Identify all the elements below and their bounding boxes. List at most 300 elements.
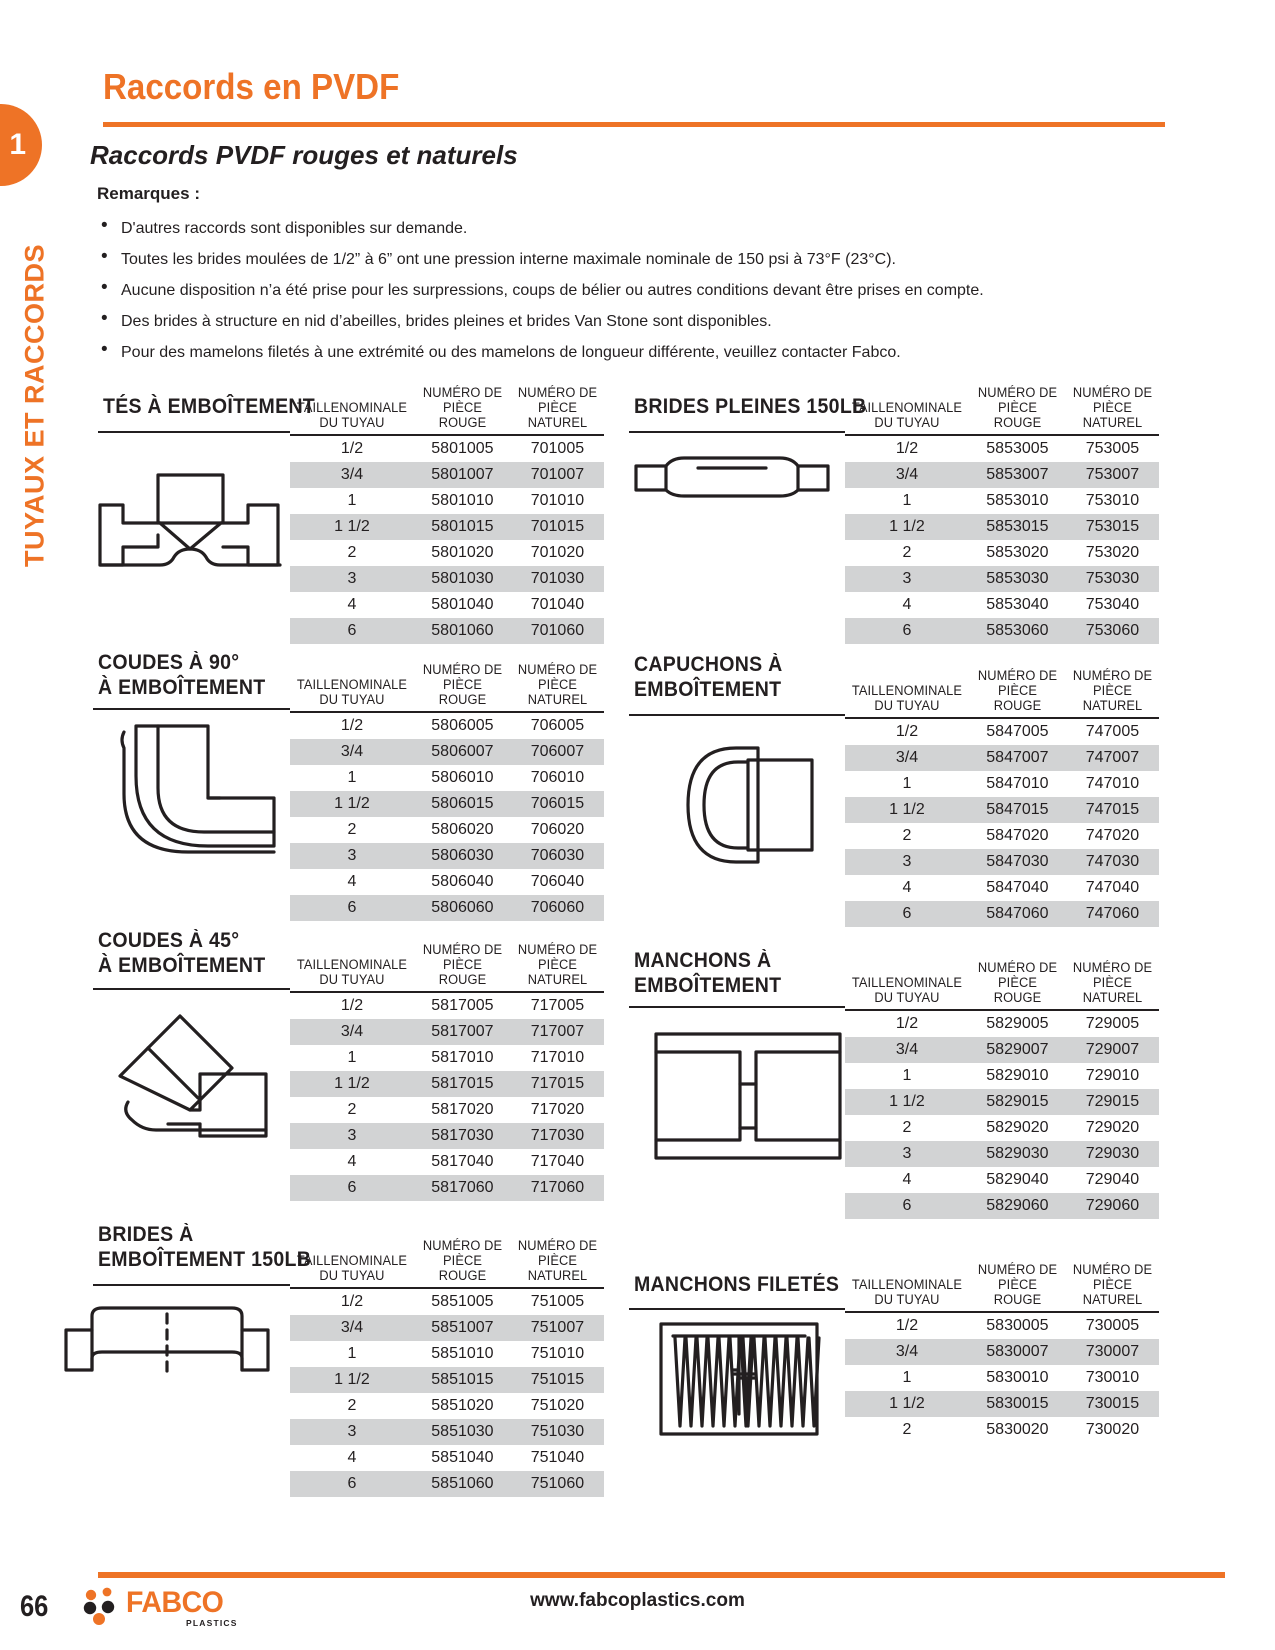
- parts-table-brides-emboitement-150lb: [290, 1238, 604, 1497]
- column-header-size-line2: DU TUYAU: [319, 1268, 385, 1283]
- column-header-red: [971, 668, 1063, 718]
- column-header-red-line2: PIÈCE ROUGE: [438, 1253, 487, 1283]
- cell-nat: 706020: [530, 821, 585, 838]
- column-header-nat: [513, 1238, 601, 1288]
- cell-nat: 717005: [530, 997, 585, 1014]
- table-row: [290, 1288, 604, 1315]
- remark-item: • Pour des mamelons filetés à une extrémité ou des mamelons de longueur différente, veuillez contacter Fabco.: [97, 337, 1157, 368]
- table-row: [290, 1419, 604, 1445]
- cell-size: 1: [347, 1049, 357, 1066]
- cell-size: 3: [290, 843, 414, 869]
- section-vertical-label: TUYAUX ET RACCORDS: [19, 243, 50, 568]
- table-header-row: [845, 1262, 1159, 1312]
- cell-red: 5801015: [414, 514, 511, 540]
- column-header-nat-line2: PIÈCE NATUREL: [527, 1253, 588, 1283]
- column-header-nat-line1: NUMÉRO DE: [1072, 960, 1153, 975]
- cell-red: 5817015: [414, 1071, 511, 1097]
- table-row: [290, 712, 604, 739]
- column-header-nat-line1: NUMÉRO DE: [1072, 1262, 1153, 1277]
- cell-nat: 753040: [1085, 596, 1140, 613]
- cell-red: 5806030: [414, 843, 511, 869]
- cell-red: 5847005: [986, 723, 1049, 740]
- remarks-list: [97, 213, 1157, 368]
- table-row: [845, 1391, 1159, 1417]
- cell-red: 5853010: [986, 492, 1049, 509]
- column-header-red-line1: NUMÉRO DE: [977, 385, 1058, 400]
- section-tab-number: 1: [9, 128, 26, 161]
- column-header-nat-line1: NUMÉRO DE: [1072, 668, 1153, 683]
- cell-nat: 753007: [1066, 462, 1159, 488]
- cell-nat: 751030: [511, 1419, 604, 1445]
- cell-nat: 729007: [1066, 1037, 1159, 1063]
- page-title: Raccords en PVDF: [103, 66, 400, 107]
- column-header-nat-line2: PIÈCE NATUREL: [1082, 975, 1143, 1005]
- column-header-size: [293, 942, 411, 992]
- cap-drawing: [680, 740, 820, 875]
- column-header-red-line2: PIÈCE ROUGE: [438, 400, 487, 430]
- table-row: [845, 1115, 1159, 1141]
- table-header-row: [290, 662, 604, 712]
- table-row: [845, 435, 1159, 462]
- column-header-nat-line2: PIÈCE NATUREL: [527, 677, 588, 707]
- table-row: [845, 797, 1159, 823]
- cell-nat: 701030: [511, 566, 604, 592]
- column-header-red-line2: PIÈCE ROUGE: [438, 677, 487, 707]
- table-row: [290, 514, 604, 540]
- section-title-line2: EMBOÎTEMENT: [634, 678, 782, 701]
- table-row: [290, 843, 604, 869]
- cell-size: 1 1/2: [290, 514, 414, 540]
- cell-size: 3: [845, 1141, 969, 1167]
- remark-item: • D'autres raccords sont disponibles sur demande.: [97, 213, 1157, 244]
- cell-red: 5853030: [969, 566, 1066, 592]
- cell-red: 5829007: [969, 1037, 1066, 1063]
- cell-size: 1: [902, 1067, 912, 1084]
- column-header-size: [293, 662, 411, 712]
- section-title-line2: EMBOÎTEMENT: [634, 974, 782, 997]
- cell-nat: 717060: [511, 1175, 604, 1201]
- section-title-line1: COUDES À 90°: [98, 651, 240, 674]
- cell-size: 3/4: [845, 462, 969, 488]
- table-row: [845, 540, 1159, 566]
- cell-nat: 729040: [1085, 1171, 1140, 1188]
- table-row: [290, 540, 604, 566]
- section-title-manchons-filetes: [634, 1272, 839, 1297]
- column-header-size-line2: DU TUYAU: [319, 415, 385, 430]
- cell-size: 1 1/2: [290, 1367, 414, 1393]
- cell-nat: 747040: [1085, 879, 1140, 896]
- cell-size: 3/4: [290, 462, 414, 488]
- cell-red: 5801030: [414, 566, 511, 592]
- section-rule-brides-pleines-150lb: [629, 431, 845, 433]
- cell-nat: 751005: [530, 1293, 585, 1310]
- cell-red: 5829010: [986, 1067, 1049, 1084]
- table-row: [845, 901, 1159, 927]
- cell-red: 5806005: [431, 717, 494, 734]
- section-title-line1: BRIDES À: [98, 1223, 194, 1246]
- cell-nat: 747010: [1085, 775, 1140, 792]
- section-title-line2: EMBOÎTEMENT 150LB: [98, 1248, 312, 1271]
- section-rule-coudes-90: [93, 708, 290, 710]
- cell-nat: 729060: [1066, 1193, 1159, 1219]
- cell-size: 1 1/2: [845, 514, 969, 540]
- table-row: [290, 1175, 604, 1201]
- cell-red: 5817005: [431, 997, 494, 1014]
- column-header-red-line1: NUMÉRO DE: [977, 1262, 1058, 1277]
- table-row: [290, 435, 604, 462]
- cell-nat: 751015: [511, 1367, 604, 1393]
- cell-red: 5830007: [969, 1339, 1066, 1365]
- cell-nat: 706010: [530, 769, 585, 786]
- cell-red: 5801010: [431, 492, 494, 509]
- table-row: [290, 1045, 604, 1071]
- column-header-nat-line2: PIÈCE NATUREL: [1082, 683, 1143, 713]
- column-header-size-line1: TAILLENOMINALE: [851, 683, 963, 698]
- column-header-red-line1: NUMÉRO DE: [422, 1238, 503, 1253]
- column-header-red-line1: NUMÉRO DE: [422, 662, 503, 677]
- cell-red: 5829020: [986, 1119, 1049, 1136]
- fabco-tagline: PLASTICS: [186, 1618, 238, 1628]
- cell-red: 5853040: [986, 596, 1049, 613]
- cell-red: 5853020: [986, 544, 1049, 561]
- column-header-size: [848, 668, 966, 718]
- cell-size: 6: [845, 1193, 969, 1219]
- table-row: [290, 1367, 604, 1393]
- cell-red: 5829060: [969, 1193, 1066, 1219]
- cell-size: 3: [845, 849, 969, 875]
- column-header-nat: [513, 942, 601, 992]
- cell-red: 5851060: [414, 1471, 511, 1497]
- cell-size: 3/4: [290, 739, 414, 765]
- cell-nat: 730007: [1066, 1339, 1159, 1365]
- column-header-red-line2: PIÈCE ROUGE: [993, 1277, 1042, 1307]
- cell-nat: 701040: [530, 596, 585, 613]
- column-header-red-line2: PIÈCE ROUGE: [993, 683, 1042, 713]
- table-row: [845, 566, 1159, 592]
- section-rule-coudes-45: [93, 988, 290, 990]
- table-row: [290, 739, 604, 765]
- cell-size: 1/2: [895, 1317, 919, 1334]
- table-row: [290, 488, 604, 514]
- cell-red: 5851005: [431, 1293, 494, 1310]
- cell-nat: 753060: [1066, 618, 1159, 644]
- cell-size: 1: [902, 775, 912, 792]
- cell-red: 5853060: [969, 618, 1066, 644]
- cell-nat: 701060: [511, 618, 604, 644]
- cell-size: 3/4: [290, 1019, 414, 1045]
- cell-nat: 730010: [1085, 1369, 1140, 1386]
- cell-nat: 747060: [1066, 901, 1159, 927]
- footer-divider: [98, 1572, 1225, 1578]
- table-row: [290, 462, 604, 488]
- cell-size: 2: [902, 827, 912, 844]
- remark-item: • Des brides à structure en nid d’abeilles, brides pleines et brides Van Stone sont disponibles.: [97, 306, 1157, 337]
- cell-size: 1/2: [340, 1293, 364, 1310]
- column-header-size-line1: TAILLENOMINALE: [851, 1277, 963, 1292]
- cell-nat: 751007: [511, 1315, 604, 1341]
- cell-size: 4: [347, 1449, 357, 1466]
- cell-nat: 729030: [1066, 1141, 1159, 1167]
- table-row: [845, 462, 1159, 488]
- cell-size: 1/2: [340, 997, 364, 1014]
- column-header-size-line2: DU TUYAU: [874, 990, 940, 1005]
- column-header-nat: [1068, 960, 1156, 1010]
- table-row: [290, 566, 604, 592]
- cell-nat: 706015: [511, 791, 604, 817]
- cell-nat: 717010: [530, 1049, 585, 1066]
- column-header-red: [416, 385, 508, 435]
- section-tab-badge: [0, 104, 42, 186]
- column-header-size-line2: DU TUYAU: [874, 1292, 940, 1307]
- column-header-size-line1: TAILLENOMINALE: [851, 400, 963, 415]
- section-rule-manchons-filetes: [629, 1308, 845, 1310]
- table-row: [290, 1019, 604, 1045]
- table-header-row: [290, 1238, 604, 1288]
- table-row: [845, 1089, 1159, 1115]
- section-title-line1: MANCHONS À: [634, 949, 772, 972]
- table-row: [845, 1365, 1159, 1391]
- table-row: [845, 488, 1159, 514]
- cell-nat: 701010: [530, 492, 585, 509]
- table-row: [845, 1339, 1159, 1365]
- column-header-nat-line2: PIÈCE NATUREL: [527, 400, 588, 430]
- column-header-nat-line1: NUMÉRO DE: [1072, 385, 1153, 400]
- cell-size: 1/2: [340, 440, 364, 457]
- column-header-nat-line1: NUMÉRO DE: [517, 942, 598, 957]
- cell-red: 5806040: [431, 873, 494, 890]
- cell-nat: 729010: [1085, 1067, 1140, 1084]
- cell-red: 5817040: [431, 1153, 494, 1170]
- cell-size: 1 1/2: [290, 1071, 414, 1097]
- table-header-row: [845, 668, 1159, 718]
- column-header-nat-line2: PIÈCE NATUREL: [1082, 1277, 1143, 1307]
- cell-red: 5853015: [969, 514, 1066, 540]
- column-header-red-line1: NUMÉRO DE: [422, 942, 503, 957]
- table-row: [845, 1063, 1159, 1089]
- cell-size: 2: [347, 1397, 357, 1414]
- cell-nat: 753020: [1085, 544, 1140, 561]
- cell-red: 5806015: [414, 791, 511, 817]
- cell-red: 5806020: [431, 821, 494, 838]
- cell-size: 1/2: [895, 723, 919, 740]
- column-header-nat: [1068, 385, 1156, 435]
- cell-nat: 706060: [511, 895, 604, 921]
- cell-size: 1/2: [895, 1015, 919, 1032]
- cell-red: 5817020: [431, 1101, 494, 1118]
- column-header-nat-line2: PIÈCE NATUREL: [1082, 400, 1143, 430]
- cell-nat: 753015: [1066, 514, 1159, 540]
- column-header-size-line1: TAILLENOMINALE: [296, 677, 408, 692]
- column-header-red-line1: NUMÉRO DE: [977, 960, 1058, 975]
- section-title-line1: MANCHONS FILETÉS: [634, 1273, 840, 1296]
- cell-red: 5853007: [969, 462, 1066, 488]
- cell-red: 5806010: [431, 769, 494, 786]
- cell-size: 1/2: [340, 717, 364, 734]
- column-header-size-line1: TAILLENOMINALE: [296, 1253, 408, 1268]
- cell-red: 5829005: [986, 1015, 1049, 1032]
- cell-red: 5851020: [431, 1397, 494, 1414]
- cell-size: 4: [902, 596, 912, 613]
- column-header-nat: [1068, 1262, 1156, 1312]
- blind-flange-drawing: [632, 452, 832, 507]
- threaded-coupling-drawing: [655, 1320, 823, 1443]
- section-title-coudes-45: [98, 928, 265, 978]
- cell-red: 5817030: [414, 1123, 511, 1149]
- parts-table-brides-pleines-150lb: [845, 385, 1159, 644]
- section-vertical-label-wrap: [0, 200, 64, 600]
- column-header-size-line2: DU TUYAU: [874, 698, 940, 713]
- cell-nat: 753005: [1085, 440, 1140, 457]
- column-header-red: [416, 662, 508, 712]
- cell-red: 5830010: [986, 1369, 1049, 1386]
- cell-nat: 706005: [530, 717, 585, 734]
- cell-red: 5851030: [414, 1419, 511, 1445]
- cell-size: 1: [347, 769, 357, 786]
- cell-size: 6: [290, 618, 414, 644]
- parts-table-manchons-filetes: [845, 1262, 1159, 1443]
- cell-red: 5830020: [986, 1421, 1049, 1438]
- section-title-line2: À EMBOÎTEMENT: [98, 676, 266, 699]
- cell-size: 1: [902, 492, 912, 509]
- cell-nat: 717015: [511, 1071, 604, 1097]
- cell-red: 5851040: [431, 1449, 494, 1466]
- cell-nat: 747015: [1066, 797, 1159, 823]
- cell-red: 5801007: [414, 462, 511, 488]
- cell-size: 6: [845, 901, 969, 927]
- cell-size: 1 1/2: [845, 1391, 969, 1417]
- column-header-nat: [513, 385, 601, 435]
- cell-size: 6: [290, 895, 414, 921]
- cell-size: 6: [290, 1175, 414, 1201]
- cell-red: 5830015: [969, 1391, 1066, 1417]
- column-header-red: [416, 1238, 508, 1288]
- cell-size: 1 1/2: [290, 791, 414, 817]
- cell-size: 3/4: [845, 1037, 969, 1063]
- table-row: [290, 869, 604, 895]
- cell-red: 5847020: [986, 827, 1049, 844]
- column-header-size-line2: DU TUYAU: [874, 415, 940, 430]
- column-header-red: [971, 960, 1063, 1010]
- cell-red: 5829015: [969, 1089, 1066, 1115]
- column-header-size-line1: TAILLENOMINALE: [851, 975, 963, 990]
- coupling-drawing: [652, 1030, 844, 1167]
- column-header-red-line2: PIÈCE ROUGE: [993, 400, 1042, 430]
- cell-nat: 729015: [1066, 1089, 1159, 1115]
- table-row: [290, 992, 604, 1019]
- table-row: [845, 1010, 1159, 1037]
- cell-nat: 751010: [530, 1345, 585, 1362]
- table-row: [845, 771, 1159, 797]
- remark-item: • Aucune disposition n’a été prise pour les surpressions, coups de bélier ou autres conditions devant être prises en compte.: [97, 275, 1157, 306]
- section-title-capuchons-a-emboitement: [634, 652, 782, 702]
- cell-red: 5817010: [431, 1049, 494, 1066]
- cell-red: 5847015: [969, 797, 1066, 823]
- footer-website: www.fabcoplastics.com: [530, 1590, 745, 1611]
- parts-table-tes-a-emboitement: [290, 385, 604, 644]
- cell-nat: 747005: [1085, 723, 1140, 740]
- cell-size: 2: [902, 1421, 912, 1438]
- cell-nat: 706007: [511, 739, 604, 765]
- column-header-size: [848, 1262, 966, 1312]
- section-title-brides-emboitement-150lb: [98, 1222, 311, 1272]
- cell-size: 1 1/2: [845, 797, 969, 823]
- table-row: [845, 718, 1159, 745]
- cell-red: 5851010: [431, 1345, 494, 1362]
- table-row: [845, 514, 1159, 540]
- cell-size: 3/4: [290, 1315, 414, 1341]
- table-row: [845, 1193, 1159, 1219]
- table-row: [845, 1037, 1159, 1063]
- cell-size: 3: [290, 566, 414, 592]
- section-title-line1: COUDES À 45°: [98, 929, 240, 952]
- cell-nat: 751060: [511, 1471, 604, 1497]
- cell-size: 3/4: [845, 1339, 969, 1365]
- table-row: [290, 1341, 604, 1367]
- cell-nat: 706030: [511, 843, 604, 869]
- column-header-size-line1: TAILLENOMINALE: [296, 957, 408, 972]
- cell-size: 3/4: [845, 745, 969, 771]
- cell-nat: 701005: [530, 440, 585, 457]
- parts-table-capuchons-a-emboitement: [845, 668, 1159, 927]
- cell-size: 4: [347, 873, 357, 890]
- column-header-red-line2: PIÈCE ROUGE: [438, 957, 487, 987]
- cell-nat: 753010: [1085, 492, 1140, 509]
- table-row: [845, 823, 1159, 849]
- cell-nat: 747007: [1066, 745, 1159, 771]
- section-rule-capuchons-a-emboitement: [629, 714, 845, 716]
- column-header-size: [848, 960, 966, 1010]
- column-header-size: [293, 1238, 411, 1288]
- cell-nat: 730015: [1066, 1391, 1159, 1417]
- table-row: [290, 765, 604, 791]
- column-header-size-line2: DU TUYAU: [319, 972, 385, 987]
- elbow-90-drawing: [118, 718, 286, 883]
- table-row: [845, 592, 1159, 618]
- cell-red: 5851007: [414, 1315, 511, 1341]
- page-number: 66: [20, 1590, 49, 1623]
- cell-size: 6: [290, 1471, 414, 1497]
- section-rule-tes-a-emboitement: [98, 431, 290, 433]
- cell-nat: 717007: [511, 1019, 604, 1045]
- cell-nat: 717040: [530, 1153, 585, 1170]
- page-subtitle: Raccords PVDF rouges et naturels: [90, 140, 518, 170]
- cell-nat: 729020: [1085, 1119, 1140, 1136]
- table-row: [290, 592, 604, 618]
- column-header-red: [416, 942, 508, 992]
- table-row: [290, 791, 604, 817]
- cell-nat: 701007: [511, 462, 604, 488]
- column-header-nat-line2: PIÈCE NATUREL: [527, 957, 588, 987]
- cell-nat: 747020: [1085, 827, 1140, 844]
- section-title-line2: À EMBOÎTEMENT: [98, 954, 266, 977]
- column-header-red: [971, 385, 1063, 435]
- cell-size: 2: [347, 544, 357, 561]
- cell-size: 4: [902, 1171, 912, 1188]
- cell-red: 5847007: [969, 745, 1066, 771]
- remark-item: • Toutes les brides moulées de 1/2” à 6” ont une pression interne maximale nominale de 150 psi à 73°F (23°C).: [97, 244, 1157, 275]
- cell-red: 5801020: [431, 544, 494, 561]
- cell-red: 5801005: [431, 440, 494, 457]
- cell-nat: 747030: [1066, 849, 1159, 875]
- table-row: [845, 1417, 1159, 1443]
- table-row: [290, 1123, 604, 1149]
- parts-table-coudes-45: [290, 942, 604, 1201]
- cell-red: 5830005: [986, 1317, 1049, 1334]
- header-divider: [103, 122, 1165, 127]
- cell-nat: 751040: [530, 1449, 585, 1466]
- parts-table-manchons-a-emboitement: [845, 960, 1159, 1219]
- cell-nat: 729005: [1085, 1015, 1140, 1032]
